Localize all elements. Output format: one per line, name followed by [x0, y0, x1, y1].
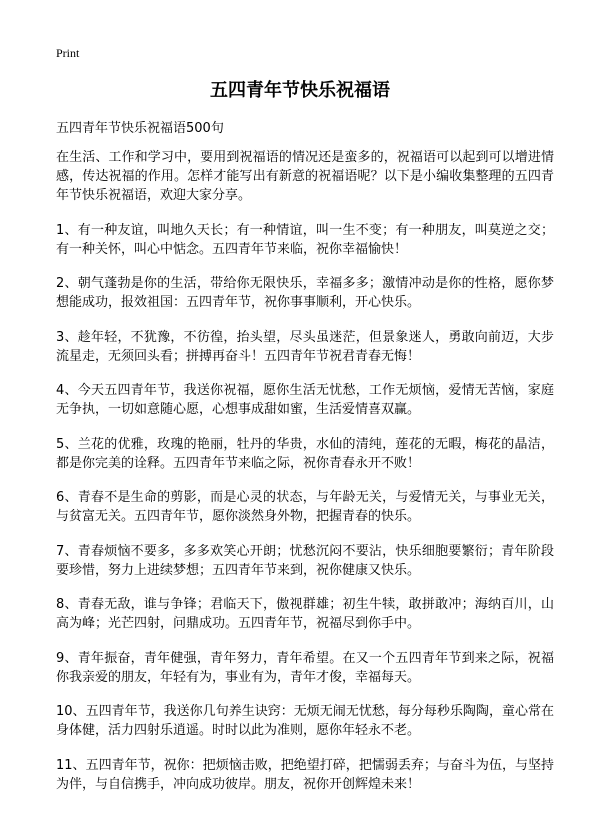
list-item: 9、青年振奋，青年健强，青年努力，青年希望。在又一个五四青年节到来之际，祝福你我亲爱的朋友，年轻有为，事业有为，青年才俊，幸福每天。: [56, 650, 554, 685]
list-item: 6、青春不是生命的剪影，而是心灵的状态，与年龄无关，与爱情无关，与事业无关，与贫富无关。五四青年节，愿你淡然身外物，把握青春的快乐。: [56, 490, 554, 524]
list-item: 7、青春烦恼不要多，多多欢笑心开朗；忧愁沉闷不要沾，快乐细胞要繁衍；青年阶段要珍惜，努力上进续梦想；五四青年节来到，祝你健康又快乐。: [56, 543, 554, 578]
intro-paragraph: 在生活、工作和学习中，要用到祝福语的情况还是蛮多的，祝福语可以起到可以增进情感，传达祝福的作用。怎样才能写出有新意的祝福语呢？以下是小编收集整理的五四青年节快乐祝福语，欢迎大家分享。: [56, 150, 554, 203]
list-item: 10、五四青年节，我送你几句养生诀窍：无烦无闹无忧愁，每分每秒乐陶陶，童心常在身体健，活力四射乐逍遥。时时以此为准则，愿你年轻永不老。: [56, 704, 554, 738]
page-title: 五四青年节快乐祝福语: [210, 80, 390, 101]
list-item: 1、有一种友谊，叫地久天长；有一种情谊，叫一生不变；有一种朋友，叫莫逆之交；有一种关怀，叫心中惦念。五四青年节来临，祝你幸福愉快！: [56, 222, 554, 257]
print-link[interactable]: Print: [56, 46, 80, 60]
list-item: 4、今天五四青年节，我送你祝福，愿你生活无忧愁，工作无烦恼，爱情无苦恼，家庭无争执，一切如意随心愿，心想事成甜如蜜，生活爱情喜双赢。: [56, 383, 554, 417]
list-item: 8、青春无敌，谁与争锋；君临天下，傲视群雄；初生牛犊，敢拼敢冲；海纳百川，山高为峰；光芒四射，问鼎成功。五四青年节，祝福尽到你手中。: [56, 597, 554, 631]
list-item: 3、趁年轻，不犹豫，不彷徨，抬头望，尽头虽迷茫，但景象迷人，勇敢向前迈，大步流星走，无须回头看；拼搏再奋斗！五四青年节祝君青春无悔！: [56, 329, 554, 364]
list-item: 2、朝气蓬勃是你的生活，带给你无限快乐，幸福多多；激情冲动是你的性格，愿你梦想能成功，报效祖国：五四青年节，祝你事事顺利，开心快乐。: [56, 276, 554, 310]
article-body: [56, 148, 554, 809]
list-item: 11、五四青年节，祝你：把烦恼击败，把绝望打碎，把懦弱丢弃；与奋斗为伍，与坚持为伴，与自信携手，冲向成功彼岸。朋友，祝你开创辉煌未来！: [56, 757, 554, 792]
document-subtitle: 五四青年节快乐祝福语500句: [56, 121, 224, 136]
list-item: 5、兰花的优雅，玫瑰的艳丽，牡丹的华贵，水仙的清纯，莲花的无暇，梅花的晶洁，都是你完美的诠释。五四青年节来临之际，祝你青春永开不败！: [56, 436, 554, 471]
